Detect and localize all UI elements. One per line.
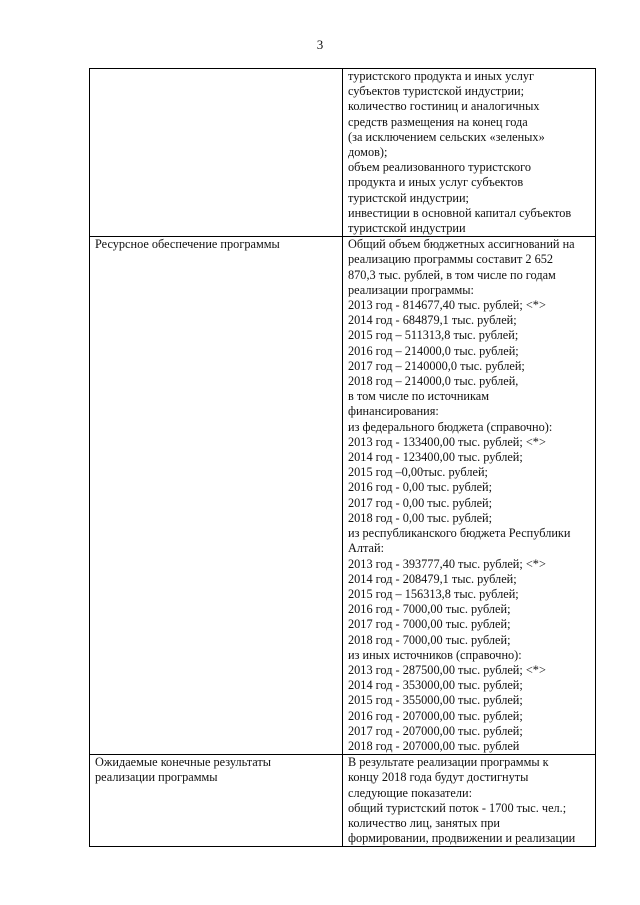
- content-line: 2013 год - 133400,00 тыс. рублей; <*>: [348, 434, 546, 449]
- content-line: 2016 год – 214000,0 тыс. рублей;: [348, 343, 519, 358]
- content-line: 2015 год –0,00тыс. рублей;: [348, 465, 488, 480]
- content-line: В результате реализации программы к: [348, 755, 549, 770]
- content-line: 2016 год - 207000,00 тыс. рублей;: [348, 708, 523, 723]
- row-label-cell: [90, 237, 343, 755]
- content-line: (за исключением сельских «зеленых»: [348, 129, 545, 144]
- content-line: 2014 год - 123400,00 тыс. рублей;: [348, 450, 523, 465]
- content-line: 2017 год - 0,00 тыс. рублей;: [348, 495, 493, 510]
- content-line: 2016 год - 0,00 тыс. рублей;: [348, 480, 493, 495]
- content-line: из федерального бюджета (справочно):: [348, 419, 553, 434]
- program-passport-table: [89, 68, 596, 847]
- content-line: туристского продукта и иных услуг: [348, 69, 535, 83]
- content-line: Общий объем бюджетных ассигнований на: [348, 237, 575, 252]
- row-content-cell: [343, 755, 596, 847]
- content-line: финансирования:: [348, 404, 439, 419]
- content-line: 2017 год – 2140000,0 тыс. рублей;: [348, 358, 525, 373]
- content-line: средств размещения на конец года: [348, 114, 528, 129]
- content-line: туристской индустрии;: [348, 190, 469, 205]
- content-line: из республиканского бюджета Республики: [348, 526, 571, 541]
- content-line: 2015 год - 355000,00 тыс. рублей;: [348, 693, 523, 708]
- table-body: [90, 69, 596, 847]
- content-line: 2014 год - 684879,1 тыс. рублей;: [348, 313, 517, 328]
- row-label-cell: [90, 755, 343, 847]
- label-line: Ожидаемые конечные результаты: [95, 755, 272, 770]
- content-line: 2017 год - 207000,00 тыс. рублей;: [348, 723, 523, 738]
- content-line: инвестиции в основной капитал субъектов: [348, 205, 572, 220]
- content-line: формировании, продвижении и реализации: [348, 831, 576, 846]
- label-line: реализации программы: [95, 770, 218, 785]
- table-row: [90, 237, 596, 755]
- label-line: Ресурсное обеспечение программы: [95, 237, 280, 252]
- content-line: 2017 год - 7000,00 тыс. рублей;: [348, 617, 511, 632]
- content-line: домов);: [348, 145, 388, 160]
- content-line: 2018 год – 214000,0 тыс. рублей,: [348, 374, 519, 389]
- content-line: реализации программы:: [348, 282, 474, 297]
- content-line: следующие показатели:: [348, 785, 473, 800]
- content-line: в том числе по источникам: [348, 389, 490, 404]
- content-line: общий туристский поток - 1700 тыс. чел.;: [348, 800, 567, 815]
- content-line: 2015 год – 156313,8 тыс. рублей;: [348, 586, 519, 601]
- content-line: концу 2018 года будут достигнуты: [348, 770, 529, 785]
- content-line: количество лиц, занятых при: [348, 815, 500, 830]
- content-line: 2013 год - 287500,00 тыс. рублей; <*>: [348, 662, 546, 677]
- content-line: субъектов туристской индустрии;: [348, 84, 525, 99]
- row-content-cell: [343, 237, 596, 755]
- content-line: количество гостиниц и аналогичных: [348, 99, 540, 114]
- content-line: 2018 год - 207000,00 тыс. рублей: [348, 738, 520, 753]
- content-line: объем реализованного туристского: [348, 160, 532, 175]
- table-row: [90, 755, 596, 847]
- content-line: реализацию программы составит 2 652: [348, 252, 554, 267]
- page-number: 3: [316, 37, 324, 52]
- row-content-cell: [343, 69, 596, 237]
- content-line: 2013 год - 393777,40 тыс. рублей; <*>: [348, 556, 546, 571]
- content-line: Алтай:: [348, 541, 384, 556]
- content-line: 2018 год - 7000,00 тыс. рублей;: [348, 632, 511, 647]
- content-line: туристской индустрии: [348, 221, 466, 236]
- content-line: 2016 год - 7000,00 тыс. рублей;: [348, 602, 511, 617]
- content-line: 2014 год - 353000,00 тыс. рублей;: [348, 678, 523, 693]
- content-line: 2013 год - 814677,40 тыс. рублей; <*>: [348, 298, 546, 313]
- content-line: из иных источников (справочно):: [348, 647, 522, 662]
- content-line: 870,3 тыс. рублей, в том числе по годам: [348, 267, 556, 282]
- content-line: продукта и иных услуг субъектов: [348, 175, 524, 190]
- content-line: 2018 год - 0,00 тыс. рублей;: [348, 510, 493, 525]
- table-row: [90, 69, 596, 237]
- content-line: 2014 год - 208479,1 тыс. рублей;: [348, 571, 517, 586]
- row-label-cell: [90, 69, 343, 237]
- content-line: 2015 год – 511313,8 тыс. рублей;: [348, 328, 519, 343]
